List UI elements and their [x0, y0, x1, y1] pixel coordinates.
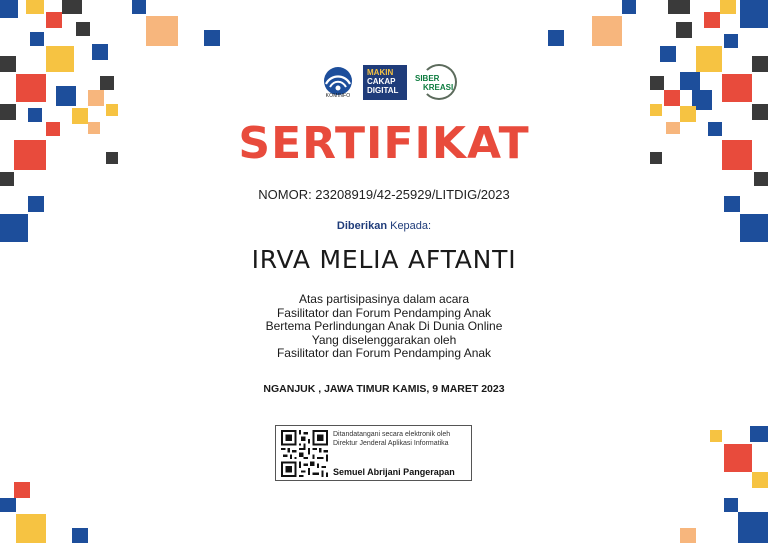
description-block — [0, 293, 768, 361]
mcd-line2: CAKAP — [367, 77, 396, 86]
qr-code-icon — [281, 430, 328, 477]
mcd-line3: DIGITAL — [367, 86, 399, 95]
certificate-title: SERTIFIKAT — [238, 118, 530, 169]
recipient-name: IRVA MELIA AFTANTI — [251, 245, 517, 274]
signature-caption — [333, 430, 450, 448]
kominfo-logo-text: KOMINFO — [325, 93, 351, 99]
given-label-bold: Diberikan — [336, 220, 388, 232]
siber-text: SIBER — [415, 74, 440, 83]
certificate-number: NOMOR: 23208919/42-25929/LITDIG/2023 — [258, 187, 510, 202]
description-line: Fasilitator dan Forum Pendamping Anak — [276, 305, 492, 320]
place-and-date: NGANJUK , JAWA TIMUR KAMIS, 9 MARET 2023 — [263, 383, 505, 395]
mcd-line1: MAKIN — [367, 68, 394, 77]
description-line: Atas partisipasinya dalam acara — [298, 292, 470, 306]
given-to-label — [0, 220, 768, 232]
kreasi-text: KREASI — [423, 83, 454, 92]
signature-caption-line1: Ditandatangani secara elektronik oleh — [333, 431, 451, 438]
description-line: Yang diselenggarakan oleh — [311, 332, 457, 347]
logo-row — [321, 62, 463, 102]
siberkreasi-logo — [413, 64, 459, 100]
makin-cakap-digital-logo — [363, 65, 407, 100]
description-line: Fasilitator dan Forum Pendamping Anak — [276, 346, 492, 360]
electronic-signature-box — [275, 425, 472, 481]
given-label-rest: Kepada: — [387, 220, 432, 232]
signature-caption-line2: Direktur Jenderal Aplikasi Informatika — [333, 440, 449, 447]
description-line: Bertema Perlindungan Anak Di Dunia Online — [265, 319, 503, 333]
signer-name: Semuel Abrijani Pangerapan — [333, 467, 455, 477]
